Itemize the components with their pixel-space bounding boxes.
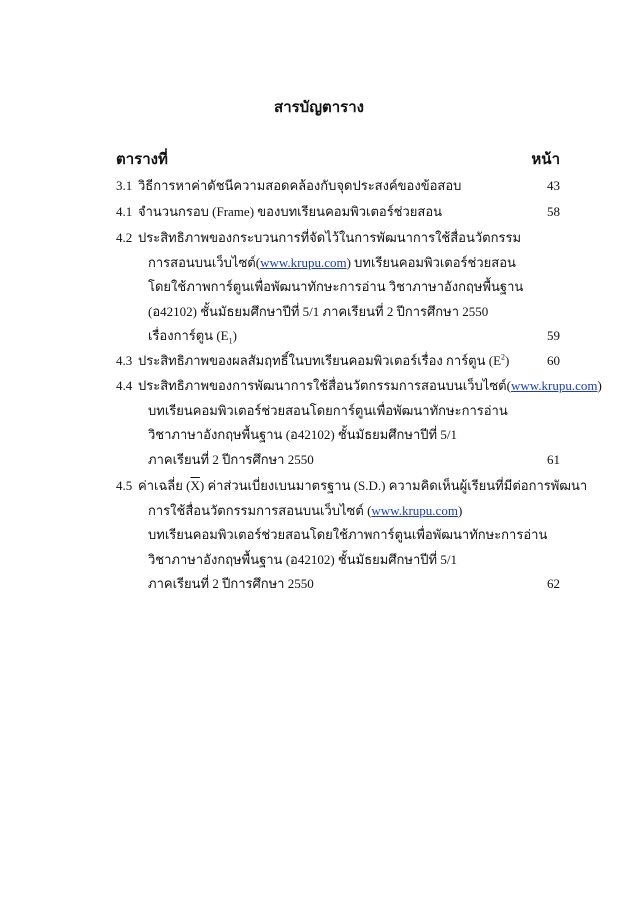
entry-text: การใช้สื่อนวัตกรรมการสอนบนเว็บไซต์ ( xyxy=(148,502,372,518)
entry-title-line xyxy=(148,499,462,524)
entry-title: จำนวนกรอบ (Frame) ของบทเรียนคอมพิวเตอร์ช่วยสอน xyxy=(138,204,443,219)
entry-title: วิธีการหาค่าดัชนีความสอดคล้องกับจุดประสงค์ของข้อสอบ xyxy=(138,178,462,193)
entry-text: ) xyxy=(597,378,602,393)
entry-page: 43 xyxy=(547,178,560,193)
entry-text: ) xyxy=(232,328,237,343)
entry-number: 4.1 xyxy=(116,204,133,219)
toc-entry-4-5[interactable] xyxy=(116,474,588,597)
mean-symbol: $\overline{X}$ xyxy=(190,478,200,493)
entry-title-line: (อ42102) ชั้นมัธยมศึกษาปีที่ 5/1 ภาคเรียนที่ 2 ปีการศึกษา 2550 xyxy=(148,303,489,319)
toc-entry-4-4[interactable] xyxy=(116,374,602,472)
toc-entry-4-1[interactable] xyxy=(116,200,560,225)
entry-text: ) ค่าส่วนเบี่ยงเบนมาตรฐาน (S.D.) ความคิดเห็นผู้เรียนที่มีต่อการพัฒนา xyxy=(199,478,588,493)
subscript: 1 xyxy=(228,336,233,346)
entry-title-line: ภาคเรียนที่ 2 ปีการศึกษา 2550 xyxy=(148,576,314,591)
entry-title xyxy=(138,474,587,499)
entry-text: เรื่องการ์ตูน (E xyxy=(148,328,229,343)
page-title: สารบัญตาราง xyxy=(274,100,364,116)
entry-text: ) บทเรียนคอมพิวเตอร์ช่วยสอน xyxy=(346,254,516,270)
entry-text: การสอนบนเว็บไซต์( xyxy=(148,254,261,270)
entry-title-line: ภาคเรียนที่ 2 ปีการศึกษา 2550 xyxy=(148,451,314,467)
entry-text: ) xyxy=(457,502,463,518)
entry-page: 59 xyxy=(547,328,560,343)
entry-page: 62 xyxy=(547,576,560,591)
website-link[interactable]: www.krupu.com xyxy=(510,378,598,393)
entry-title-line xyxy=(148,251,516,276)
entry-page: 58 xyxy=(547,204,560,219)
entry-title: ประสิทธิภาพของกระบวนการที่จัดไว้ในการพัฒนาการใช้สื่อนวัตกรรม xyxy=(138,230,522,245)
entry-page: 60 xyxy=(547,353,560,368)
entry-text: ค่าเฉลี่ย ( xyxy=(138,478,191,493)
entry-text: ประสิทธิภาพของการพัฒนาการใช้สื่อนวัตกรรมการสอนบนเว็บไซต์( xyxy=(138,378,511,393)
entry-number: 4.4 xyxy=(116,378,133,393)
entry-number: 4.5 xyxy=(116,478,133,493)
entry-title-line: บทเรียนคอมพิวเตอร์ช่วยสอนโดยการ์ตูนเพื่อพัฒนาทักษะการอ่าน xyxy=(148,402,508,418)
entry-text: ) xyxy=(505,353,510,368)
entry-title-line: วิชาภาษาอังกฤษพื้นฐาน (อ42102) ชั้นมัธยมศึกษาปีที่ 5/1 xyxy=(148,427,457,442)
entry-title-line: บทเรียนคอมพิวเตอร์ช่วยสอนโดยใช้ภาพการ์ตูนเพื่อพัฒนาทักษะการอ่าน xyxy=(148,527,548,542)
entry-title xyxy=(138,374,602,399)
entry-number: 4.3 xyxy=(116,353,133,368)
toc-entry-3-1[interactable] xyxy=(116,174,560,199)
toc-entry-4-2[interactable] xyxy=(116,226,560,349)
toc-entry-4-3[interactable] xyxy=(116,349,560,374)
entry-page: 61 xyxy=(547,451,560,467)
entry-title-line: วิชาภาษาอังกฤษพื้นฐาน (อ42102) ชั้นมัธยมศึกษาปีที่ 5/1 xyxy=(148,551,457,567)
entry-text: ประสิทธิภาพของผลสัมฤทธิ์ในบทเรียนคอมพิวเตอร์เรื่อง การ์ตูน (E xyxy=(138,353,502,368)
entry-title-line xyxy=(148,324,237,349)
entry-number: 4.2 xyxy=(116,230,133,245)
page-number-header: หน้า xyxy=(531,152,560,168)
entry-number: 3.1 xyxy=(116,178,133,193)
website-link[interactable]: www.krupu.com xyxy=(260,254,347,270)
website-link[interactable]: www.krupu.com xyxy=(371,502,458,518)
superscript: 2 xyxy=(501,352,506,362)
entry-title-line: โดยใช้ภาพการ์ตูนเพื่อพัฒนาทักษะการอ่าน วิชาภาษาอังกฤษพื้นฐาน xyxy=(148,279,524,294)
table-number-header: ตารางที่ xyxy=(116,152,168,168)
entry-title xyxy=(138,349,509,374)
